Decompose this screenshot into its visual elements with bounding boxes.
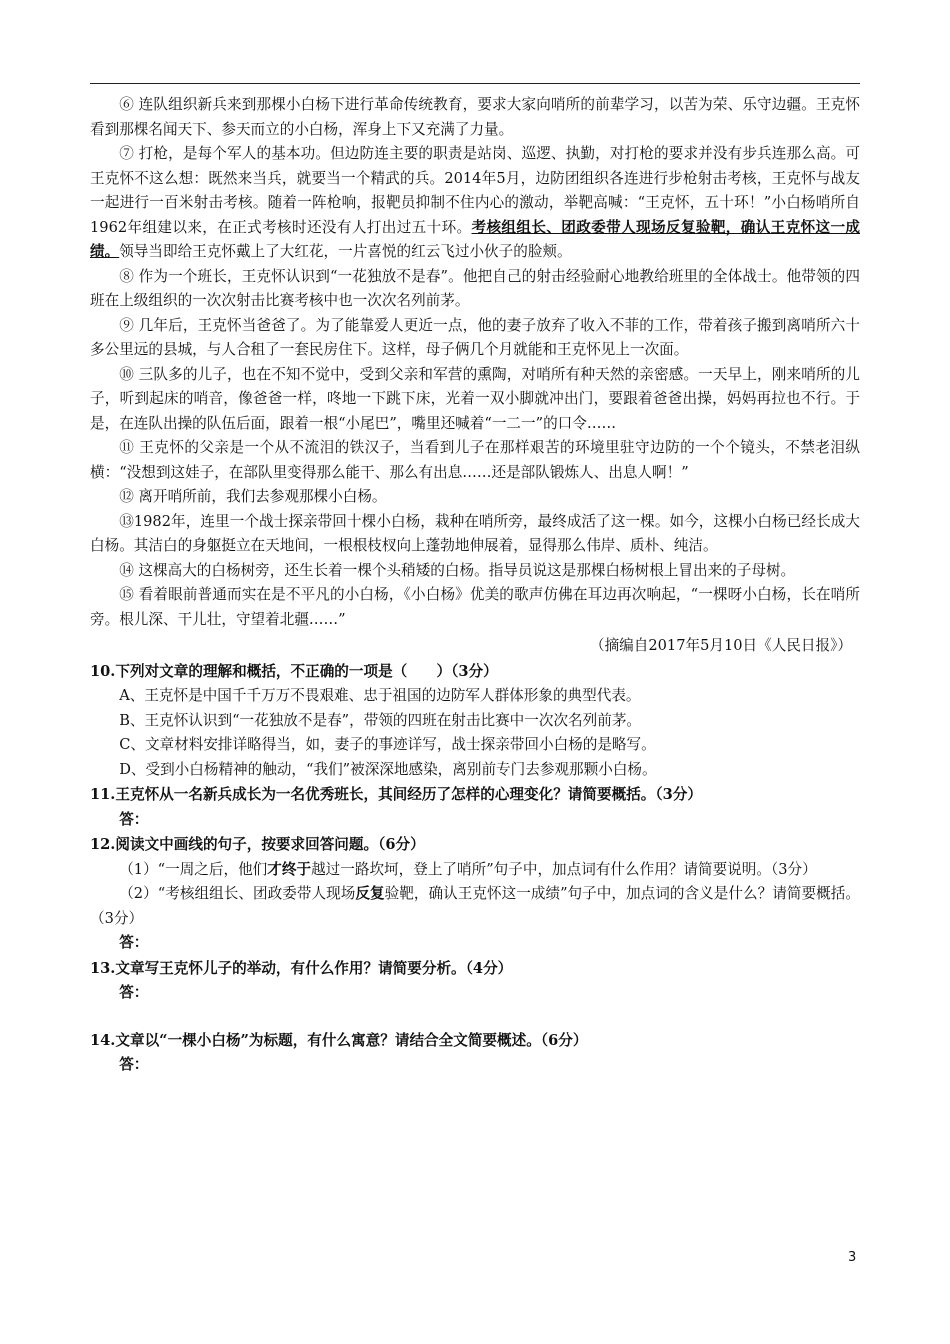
dotted-word-2: 反复 xyxy=(355,885,385,902)
q12-2-text: （2）“考核组组长、团政委带人现场 xyxy=(119,885,356,902)
answer-label-12: 答： xyxy=(119,934,149,951)
paragraph-10: ⑩ 三队多的儿子，也在不知不觉中，受到父亲和军营的熏陶，对哨所有种天然的亲密感。一天早上，刚来哨所的儿子，听到起床的哨音，像爸爸一样，咚地一下跳下床，光着一双小脚就冲出门，要跟着爸爸出操，妈妈再拉也不行。于是，在连队出操的队伍后面，跟着一根“小尾巴”，嘴里还喊着“一二一”的口令…… xyxy=(90,365,860,432)
paragraph-15: ⑮ 看着眼前普通而实在是不平凡的小白杨，《小白杨》优美的歌声仿佛在耳边再次响起，“一棵呀小白杨，长在哨所旁。根儿深、干儿壮，守望着北疆……” xyxy=(90,586,860,628)
answer-label-11: 答： xyxy=(119,810,149,828)
document-body xyxy=(90,93,860,1078)
option-b: B、王克怀认识到“一花独放不是春”，带领的四班在射击比赛中一次次名列前茅。 xyxy=(119,711,642,729)
paragraph-9: ⑨ 几年后，王克怀当爸爸了。为了能靠爱人更近一点，他的妻子放弃了收入不菲的工作，带着孩子搬到离哨所六十多公里远的县城，与人合租了一套民房住下。这样，母子俩几个月就能和王克怀见上一次面。 xyxy=(90,316,860,358)
question-11: 11.王克怀从一名新兵成长为一名优秀班长，其间经历了怎样的心理变化？请简要概括。（3分） xyxy=(90,786,702,803)
paragraph-12: ⑫ 离开哨所前，我们去参观那棵小白杨。 xyxy=(119,488,387,505)
paragraph-7-end: 领导当即给王克怀戴上了大红花，一片喜悦的红云飞过小伙子的脸颊。 xyxy=(119,243,572,260)
header-rule xyxy=(90,83,860,84)
question-12: 12.阅读文中画线的句子，按要求回答问题。（6分） xyxy=(90,836,425,853)
option-d: D、受到小白杨精神的触动，“我们”被深深地感染，离别前专门去参观那颗小白杨。 xyxy=(119,760,657,778)
source-citation: （摘编自2017年5月10日《人民日报》） xyxy=(589,637,852,654)
answer-label-14: 答： xyxy=(119,1056,149,1073)
question-13: 13.文章写王克怀儿子的举动，有什么作用？请简要分析。（4分） xyxy=(90,959,513,977)
paragraph-8: ⑧ 作为一个班长，王克怀认识到“一花独放不是春”。他把自己的射击经验耐心地教给班里的全体战士。他带领的四班在上级组织的一次次射击比赛考核中也一次次名列前茅。 xyxy=(90,267,860,309)
paragraph-6: ⑥ 连队组织新兵来到那棵小白杨下进行革命传统教育，要求大家向哨所的前辈学习，以苦为荣、乐守边疆。王克怀看到那棵名闻天下、参天而立的小白杨，浑身上下又充满了力量。 xyxy=(90,96,860,138)
q12-2-text-end: 验靶，确认王克怀这一成绩”句子中，加点词的含义是什么？请简要概括。（3分） xyxy=(90,885,860,927)
question-10: 10.下列对文章的理解和概括，不正确的一项是（ ）（3分） xyxy=(90,662,498,680)
question-12-part-1 xyxy=(90,858,860,883)
question-12-part-2 xyxy=(90,882,860,931)
paragraph-11: ⑪ 王克怀的父亲是一个从不流泪的铁汉子，当看到儿子在那样艰苦的环境里驻守边防的一个个镜头，不禁老泪纵横：“没想到这娃子，在部队里变得那么能干、那么有出息……还是部队锻炼人、出息人啊！” xyxy=(90,439,860,481)
paragraph-7-text: ⑦ 打枪，是每个军人的基本功。但边防连主要的职责是站岗、巡逻、执勤，对打枪的要求并没有步兵连那么高。可王克怀不这么想：既然来当兵，就要当一个精武的兵。2014年5月，边防团组织各连进行步枪射击考核，王克怀与战友一起进行一百米射击考核。随着一阵枪响，报靶员抑制不住内心的激动，举靶高喊：“王克怀，五十环！”小白杨哨所自1962年组建以来，在正式考核时还没有人打出过五十环。 xyxy=(90,145,860,236)
question-14: 14.文章以“一棵小白杨”为标题，有什么寓意？请结合全文简要概述。（6分） xyxy=(90,1031,588,1049)
paragraph-14: ⑭ 这棵高大的白杨树旁，还生长着一棵个头稍矮的白杨。指导员说这是那棵白杨树根上冒出来的子母树。 xyxy=(119,561,796,579)
option-c: C、文章材料安排详略得当，如，妻子的事迹详写，战士探亲带回小白杨的是略写。 xyxy=(119,736,656,753)
page-number: 3 xyxy=(848,1250,857,1265)
spacer xyxy=(90,1006,860,1028)
q12-1-text-end: 越过一路坎坷，登上了哨所”句子中，加点词有什么作用？请简要说明。（3分） xyxy=(311,860,817,878)
answer-label-13: 答： xyxy=(119,984,149,1001)
option-a: A、王克怀是中国千千万万不畏艰难、忠于祖国的边防军人群体形象的典型代表。 xyxy=(119,687,641,704)
dotted-word-1: 才终于 xyxy=(267,860,312,878)
paragraph-7 xyxy=(90,142,860,265)
q12-1-text: （1）“一周之后，他们 xyxy=(119,860,268,878)
paragraph-13: ⑬1982年，连里一个战士探亲带回十棵小白杨，栽种在哨所旁，最终成活了这一棵。如今，这棵小白杨已经长成大白杨。其洁白的身躯挺立在天地间，一根根枝杈向上蓬勃地伸展着，显得那么伟岸、质朴、纯洁。 xyxy=(90,512,860,554)
underlined-sentence: 考核组组长、团政委带人现场反复验靶，确认王克怀这一成绩。 xyxy=(90,218,860,260)
